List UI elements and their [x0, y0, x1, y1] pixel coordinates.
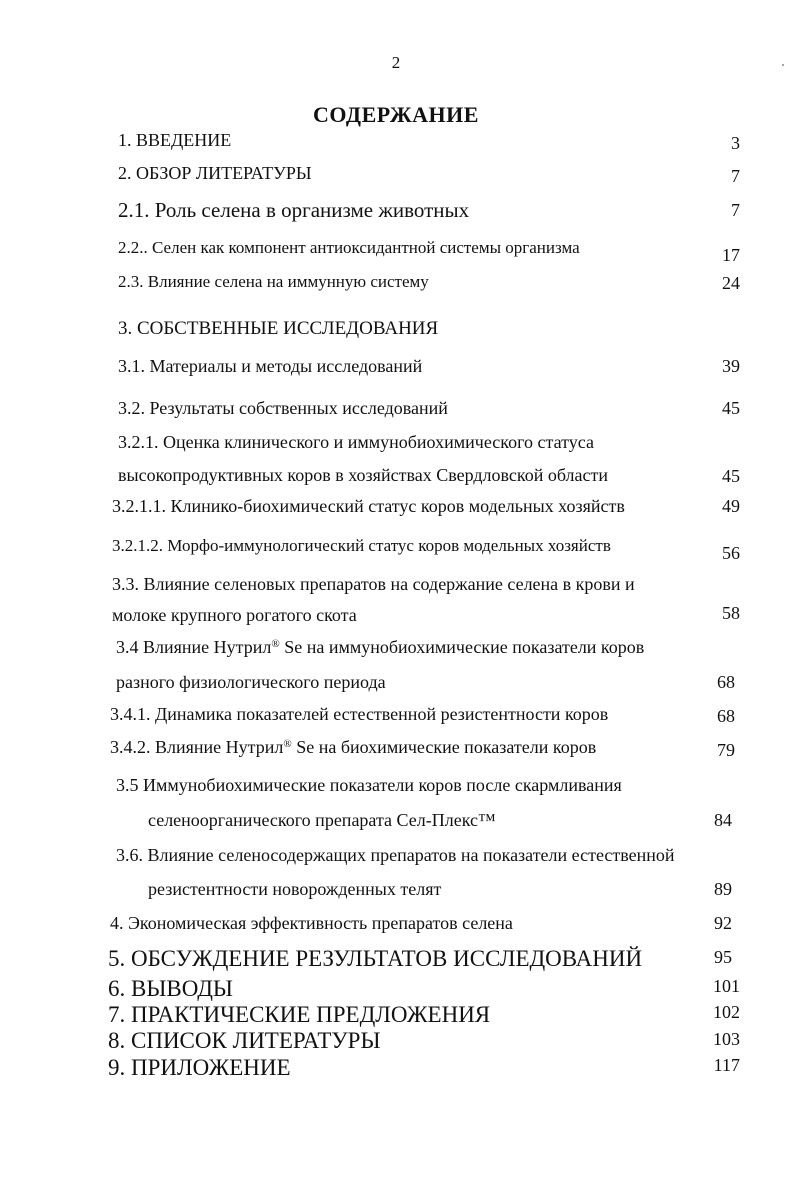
page-title: СОДЕРЖАНИЕ — [313, 102, 479, 127]
toc-page-3-6: 89 — [714, 879, 732, 899]
toc-page-3-4-2: 79 — [717, 740, 735, 760]
toc-page-practical-proposals: 102 — [713, 1002, 740, 1022]
toc-entry-3-2: 3.2. Результаты собственных исследований — [118, 398, 448, 418]
toc-page-3-5: 84 — [714, 810, 732, 830]
toc-entry-economic-efficiency: 4. Экономическая эффективность препаратов селена — [110, 913, 513, 933]
toc-entry-3-2-1-2: 3.2.1.2. Морфо-иммунологический статус коров модельных хозяйств — [112, 536, 611, 555]
toc-entry-3-2-1: 3.2.1. Оценка клинического и иммунобиохимического статуса — [118, 432, 594, 452]
toc-entry-3-6: 3.6. Влияние селеносодержащих препаратов на показатели естественной — [116, 845, 675, 865]
toc-page-introduction: 3 — [731, 133, 740, 153]
toc-entry-3-6-cont: резистентности новорожденных телят — [148, 879, 442, 899]
toc-page-2-1: 7 — [731, 200, 740, 220]
toc-entry-3-4-2-text: 3.4.2. Влияние Нутрил — [110, 737, 284, 757]
toc-page-3-2-1-2: 56 — [722, 543, 740, 563]
toc-entry-3-1: 3.1. Материалы и методы исследований — [118, 356, 423, 376]
toc-entry-introduction: 1. ВВЕДЕНИЕ — [118, 130, 232, 150]
toc-entry-practical-proposals: 7. ПРАКТИЧЕСКИЕ ПРЕДЛОЖЕНИЯ — [108, 1002, 491, 1027]
toc-page-bibliography: 103 — [713, 1029, 740, 1049]
toc-entry-3-4-text-end: Se на иммунобиохимические показатели коров — [279, 637, 645, 657]
toc-page-literature-review: 7 — [731, 166, 740, 186]
toc-page-3-3: 58 — [722, 603, 740, 623]
toc-entry-literature-review: 2. ОБЗОР ЛИТЕРАТУРЫ — [118, 163, 312, 183]
toc-entry-discussion: 5. ОБСУЖДЕНИЕ РЕЗУЛЬТАТОВ ИССЛЕДОВАНИЙ — [108, 946, 643, 971]
toc-entry-3-4-text: 3.4 Влияние Нутрил — [116, 637, 272, 657]
page-number: 2 — [391, 53, 401, 72]
toc-page-discussion: 95 — [714, 947, 732, 967]
toc-entry-3-4-cont: разного физиологического периода — [116, 672, 386, 692]
toc-page-economic-efficiency: 92 — [714, 913, 732, 933]
toc-entry-2-3: 2.3. Влияние селена на иммунную систему — [118, 272, 429, 291]
toc-entry-2-2: 2.2.. Селен как компонент антиоксидантной системы организма — [118, 238, 580, 257]
toc-page-conclusions: 101 — [713, 976, 740, 996]
toc-page-3-2-1: 45 — [722, 466, 740, 486]
registered-mark: ® — [283, 738, 292, 750]
toc-entry-3-3: 3.3. Влияние селеновых препаратов на содержание селена в крови и — [112, 574, 635, 594]
toc-page-appendix: 117 — [713, 1055, 740, 1075]
toc-entry-3-4 — [116, 638, 644, 656]
toc-entry-2-1: 2.1. Роль селена в организме животных — [118, 198, 470, 222]
toc-entry-3-4-1: 3.4.1. Динамика показателей естественной резистентности коров — [110, 704, 609, 724]
toc-page-2-2: 17 — [722, 245, 740, 265]
toc-page-3-4: 68 — [717, 672, 735, 692]
toc-entry-appendix: 9. ПРИЛОЖЕНИЕ — [108, 1055, 291, 1080]
toc-entry-3-4-2 — [110, 738, 596, 756]
registered-mark: ® — [271, 638, 280, 650]
toc-page-3-4-1: 68 — [717, 706, 735, 726]
toc-entry-3-4-2-text-end: Se на биохимические показатели коров — [291, 737, 597, 757]
toc-entry-own-research: 3. СОБСТВЕННЫЕ ИССЛЕДОВАНИЯ — [118, 318, 439, 339]
toc-entry-3-2-1-cont: высокопродуктивных коров в хозяйствах Свердловской области — [118, 465, 608, 485]
toc-entry-3-5: 3.5 Иммунобиохимические показатели коров после скармливания — [116, 775, 622, 795]
toc-page-2-3: 24 — [722, 273, 740, 293]
toc-entry-3-5-cont: селеноорганического препарата Сел-Плекс™ — [148, 810, 496, 830]
toc-entry-conclusions: 6. ВЫВОДЫ — [108, 976, 233, 1001]
toc-page-3-1: 39 — [722, 356, 740, 376]
toc-entry-3-3-cont: молоке крупного рогатого скота — [112, 605, 357, 625]
scan-speck — [782, 64, 784, 66]
toc-page-3-2-1-1: 49 — [722, 496, 740, 516]
toc-page-3-2: 45 — [722, 398, 740, 418]
toc-entry-3-2-1-1: 3.2.1.1. Клинико-биохимический статус коров модельных хозяйств — [112, 496, 625, 516]
toc-entry-bibliography: 8. СПИСОК ЛИТЕРАТУРЫ — [108, 1028, 381, 1053]
